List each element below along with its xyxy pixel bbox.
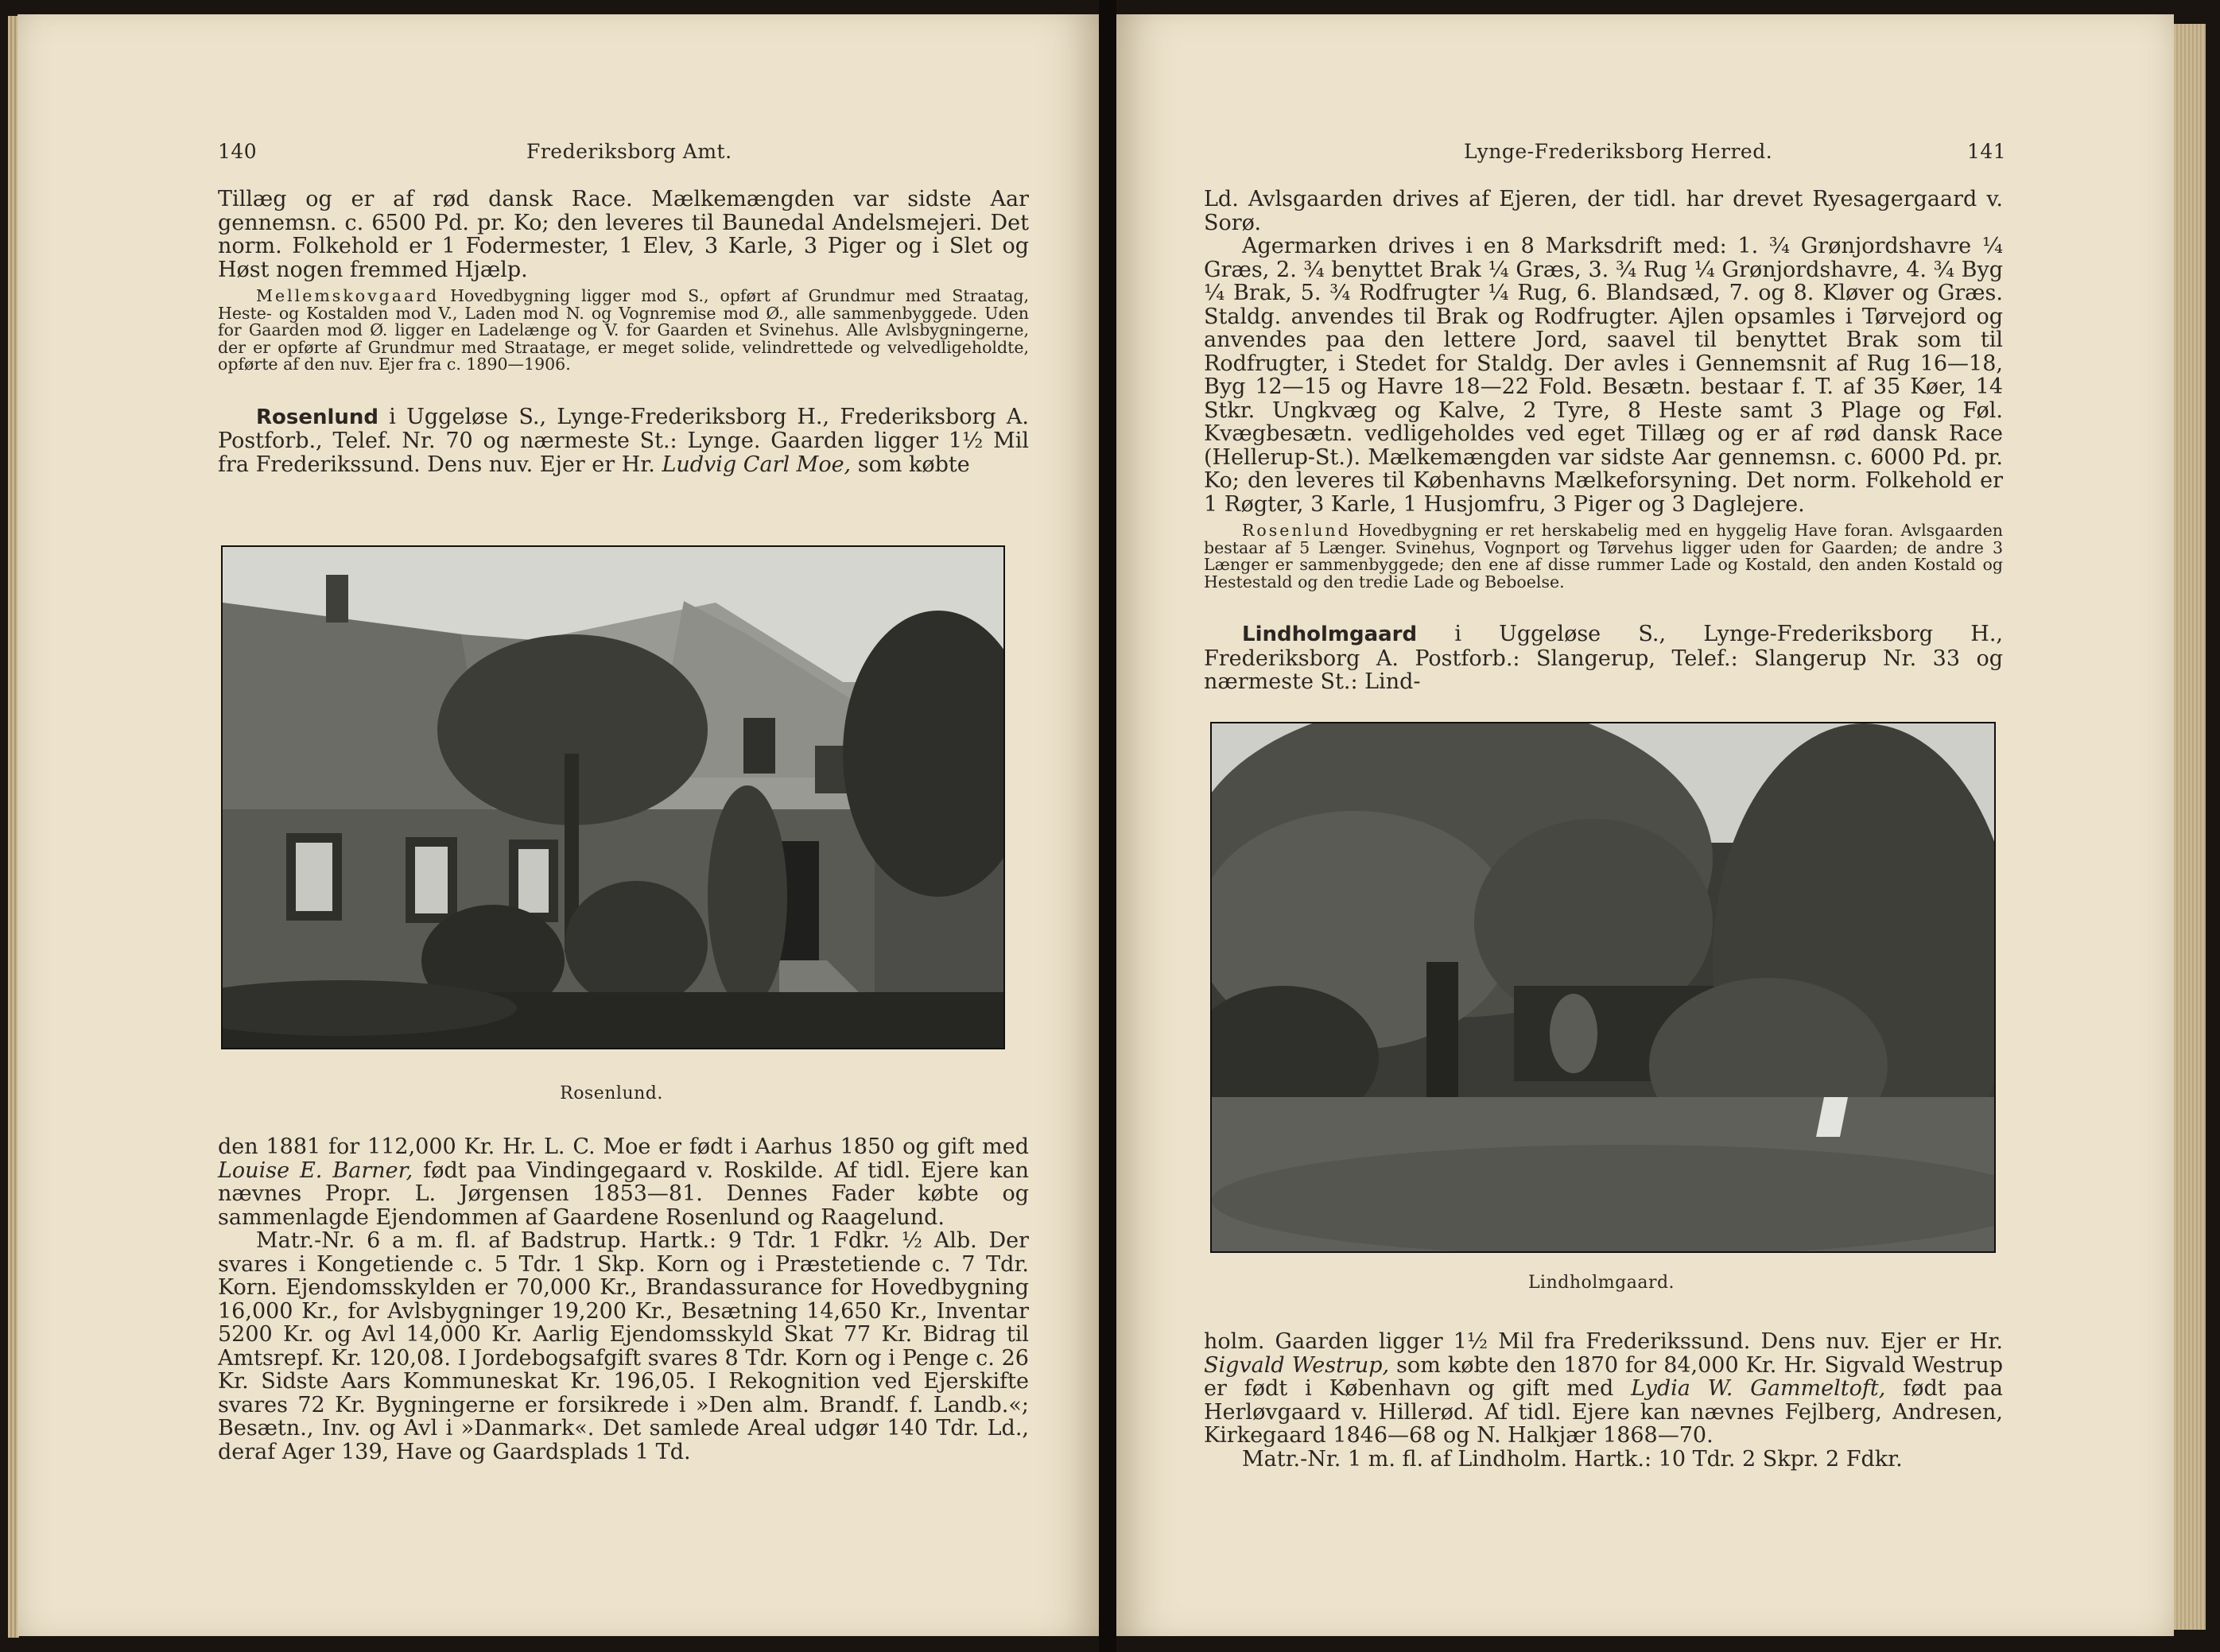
- running-head: Frederiksborg Amt.: [526, 140, 732, 163]
- left-page: [17, 14, 1099, 1636]
- rosenlund-illustration: [223, 547, 1003, 1048]
- page-number: 140: [218, 140, 258, 163]
- text-block-bottom: [218, 1135, 1029, 1464]
- running-head: Lynge-Frederiksborg Herred.: [1464, 140, 1773, 163]
- lindholmgaard-caption: Lindholmgaard.: [1527, 1273, 1675, 1293]
- book-spine: [1099, 0, 1116, 1652]
- small-note-body: Hovedbygning ligger mod S., opført af Grundmur med Straatag, Heste- og Kostalden mod V., Laden mod N. og Vognremise mod Ø., alle sammenbyggede. Uden for Gaarden mod Ø. ligger en Ladelænge og V. for Gaarden et Svinehus. Alle Avlsbygningerne, der er opførte af Grundmur med Straatage, er meget solide, velindrettede og velvedligeholdte, opførte af den nuv. Ejer fra c. 1890—1906.: [218, 286, 1029, 374]
- text-block-top: [218, 188, 1029, 476]
- matr-paragraph: Matr.-Nr. 6 a m. fl. af Badstrup. Hartk.: 9 Tdr. 1 Fdkr. ½ Alb. Der svares i Kongetiende c. 5 Tdr. 1 Skp. Korn og i Præstetiende c. 7 Tdr. Korn. Ejendomsskylden er 70,000 Kr., Brandassurance for Hovedbygning 16,000 Kr., for Avlsbygninger 19,200 Kr., Besætning 14,650 Kr., Inventar 5200 Kr. og Avl 14,000 Kr. Aarlig Ejendomsskyld Skat 77 Kr. Bidrag til Amtsrepf. Kr. 120,08. I Jordebogsafgift svares 8 Tdr. Korn og i Penge c. 26 Kr. Sidste Aars Kommuneskat Kr. 196,05. I Rekognition ved Ejerskifte svares 72 Kr. Bygningerne er forsikrede i »Den alm. Brandf. f. Landb.«; Besætn., Inv. og Avl i »Danmark«. Det samlede Areal udgør 140 Tdr. Ld., deraf Ager 139, Have og Gaardsplads 1 Td.: [218, 1228, 1029, 1464]
- continuation-paragraph: [1204, 1330, 2003, 1448]
- entry-paragraph: [218, 405, 1029, 477]
- cont-part-a: den 1881 for 112,000 Kr. Hr. L. C. Moe er født i Aarhus 1850 og gift med: [218, 1134, 1029, 1159]
- small-note-body: Hovedbygning er ret herskabelig med en hyggelig Have foran. Avlsgaarden bestaar af 5 Længer. Svinehus, Vognport og Tørvehus ligger uden for Gaarden; de andre 3 Længer er sammenbyggede; den ene af disse rummer Lade og Kostald, den anden Kostald og Hestestald og den tredie Lade og Beboelse.: [1204, 521, 2003, 591]
- opening-paragraph: Tillæg og er af rød dansk Race. Mælkemængden var sidste Aar gennemsn. c. 6500 Pd. pr. Ko; den leveres til Baunedal Andelsmejeri. Det norm. Folkehold er 1 Fodermester, 1 Elev, 3 Karle, 3 Piger og i Slet og Høst nogen fremmed Hjælp.: [218, 187, 1029, 282]
- cont-part-b: som købte den 1870 for 84,000 Kr. Hr. Sigvald Westrup er født i København og gift med: [1204, 1352, 2003, 1401]
- entry-title: Lindholmgaard: [1242, 622, 1418, 646]
- rotation-paragraph: Agermarken drives i en 8 Marksdrift med: 1. ¾ Grønjordshavre ¼ Græs, 2. ¾ benyttet Brak ¼ Græs, 3. ¾ Rug ¼ Grønjordshavre, 4. ¾ Byg ¼ Brak, 5. ¾ Rodfrugter ¼ Rug, 6. Blandsæd, 7. og 8. Kløver og Græs. Staldg. anvendes til Brak og Rodfrugter. Ajlen opsamles i Tørvejord og anvendes paa den lettere Jord, saavel til benyttet Brak som til Rodfrugter, i Stedet for Staldg. Der avles i Gennemsnit af Rug 16—18, Byg 12—15 og Havre 18—22 Fold. Besætn. bestaar f. T. af 35 Køer, 14 Stkr. Ungkvæg og Kalve, 2 Tyre, 8 Heste samt 3 Plage og Føl. Kvægbesætn. vedligeholdes ved eget Tillæg og er af rød dansk Race (Hellerup-St.). Mælkemængden var sidste Aar gennemsn. c. 6000 Pd. pr. Ko; den leveres til Københavns Mælkeforsyning. Det norm. Folkehold er 1 Røgter, 3 Karle, 1 Husjomfru, 3 Piger og 3 Daglejere.: [1204, 234, 2003, 517]
- opening-line: Ld. Avlsgaarden drives af Ejeren, der tidl. har drevet Ryesagergaard v. Sorø.: [1204, 187, 2003, 235]
- page-number: 141: [1967, 140, 2007, 163]
- rosenlund-photo: [221, 545, 1005, 1049]
- lindholmgaard-photo: [1210, 722, 1996, 1253]
- small-note-lead: Mellemskovgaard: [256, 286, 440, 305]
- continuation-paragraph: [218, 1135, 1029, 1229]
- small-note-lead: Rosenlund: [1242, 521, 1351, 540]
- cont-part-a: holm. Gaarden ligger 1½ Mil fra Frederikssund. Dens nuv. Ejer er Hr.: [1204, 1329, 2003, 1354]
- entry-intro: i Uggeløse S., Lynge-Frederiksborg H., Frederiksborg A. Postforb.: Slangerup, Telef.: Slangerup Nr. 33 og nærmeste St.: Lind-: [1204, 622, 2003, 694]
- entry-title: Rosenlund: [256, 405, 379, 429]
- right-page: [1116, 14, 2174, 1636]
- small-note: [218, 288, 1029, 374]
- cont-wife: Louise E. Barner,: [218, 1158, 413, 1183]
- entry-paragraph: [1204, 622, 2003, 694]
- lindholmgaard-illustration: [1212, 723, 1994, 1251]
- text-block-bottom: [1204, 1330, 2003, 1471]
- rosenlund-caption: Rosenlund.: [560, 1084, 663, 1103]
- entry-intro-end: som købte: [857, 452, 970, 477]
- matr-line: Matr.-Nr. 1 m. fl. af Lindholm. Hartk.: 10 Tdr. 2 Skpr. 2 Fdkr.: [1242, 1446, 1903, 1472]
- cont-wife: Lydia W. Gammeltoft,: [1631, 1376, 1886, 1401]
- cont-part-b: født paa Vindingegaard v. Roskilde. Af tidl. Ejere kan nævnes Propr. L. Jørgensen 1853—81. Dennes Fader købte og sammenlagde Ejendommen af Gaardene Rosenlund og Raagelund.: [218, 1158, 1029, 1230]
- page-edge-right: [2174, 24, 2206, 1630]
- cont-owner: Sigvald Westrup,: [1204, 1352, 1390, 1378]
- entry-owner: Ludvig Carl Moe,: [662, 452, 852, 477]
- entry-intro: i Uggeløse S., Lynge-Frederiksborg H., Frederiksborg A. Postforb., Telef. Nr. 70 og nærmeste St.: Lynge. Gaarden ligger 1½ Mil fra Frederikssund. Dens nuv. Ejer er Hr.: [218, 404, 1029, 477]
- cont-part-c: født paa Herløvgaard v. Hillerød. Af tidl. Ejere kan nævnes Fejlberg, Andresen, Kirkegaard 1846—68 og N. Halkjær 1868—70.: [1204, 1376, 2003, 1448]
- small-note: [1204, 522, 2003, 591]
- text-block-top: [1204, 188, 2003, 694]
